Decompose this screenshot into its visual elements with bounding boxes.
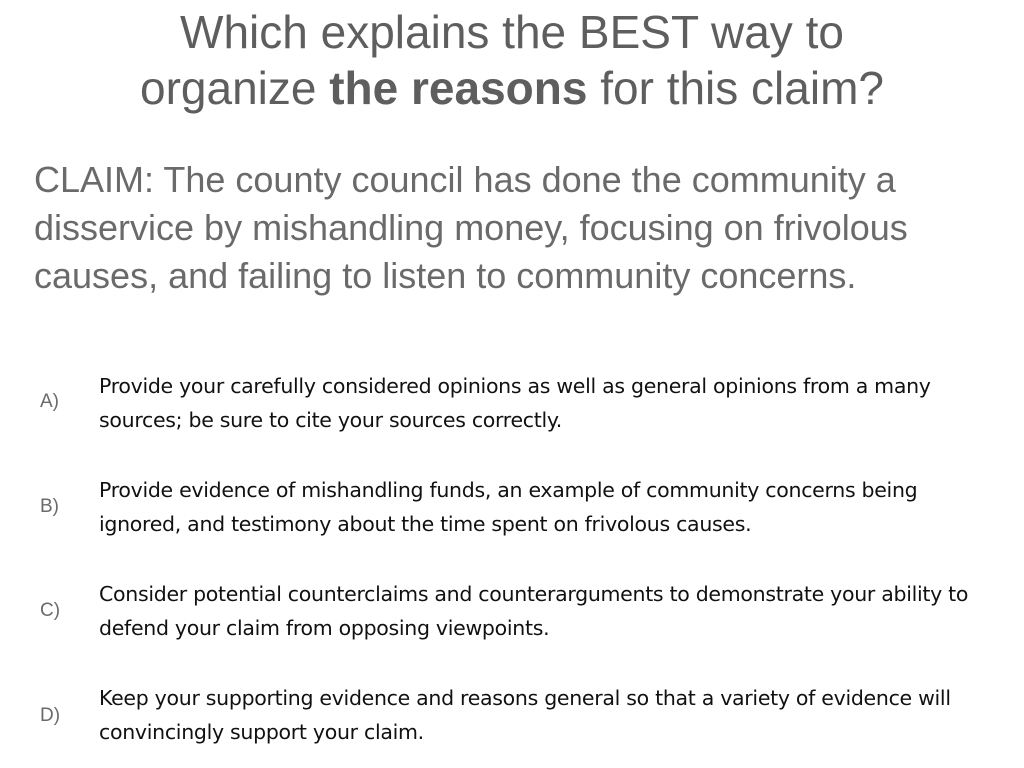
question-line-2-start: organize bbox=[140, 62, 330, 114]
claim-text: CLAIM: The county council has done the community a disservice by mishandling money, focusing on frivolous causes, and failing to listen to community concerns. bbox=[34, 159, 908, 296]
option-b-letter: B) bbox=[40, 496, 59, 517]
option-b-text: Provide evidence of mishandling funds, an example of community concerns being ignored, and testimony about the time spent on frivolous causes. bbox=[99, 478, 918, 536]
question-emphasis: the reasons bbox=[329, 62, 588, 114]
option-a-letter: A) bbox=[40, 391, 59, 412]
question-line-1: Which explains the BEST way to bbox=[180, 6, 844, 58]
option-a-text: Provide your carefully considered opinions as well as general opinions from a many sources; be sure to cite your sources correctly. bbox=[99, 374, 931, 432]
question-title bbox=[40, 4, 984, 116]
option-d-letter: D) bbox=[40, 705, 61, 726]
question-line-2-end: for this claim? bbox=[587, 62, 884, 114]
option-c-letter: C) bbox=[40, 600, 61, 621]
option-c-text: Consider potential counterclaims and counterarguments to demonstrate your ability to defend your claim from opposing viewpoints. bbox=[99, 582, 969, 640]
option-d-text: Keep your supporting evidence and reasons general so that a variety of evidence will convincingly support your claim. bbox=[99, 686, 951, 744]
